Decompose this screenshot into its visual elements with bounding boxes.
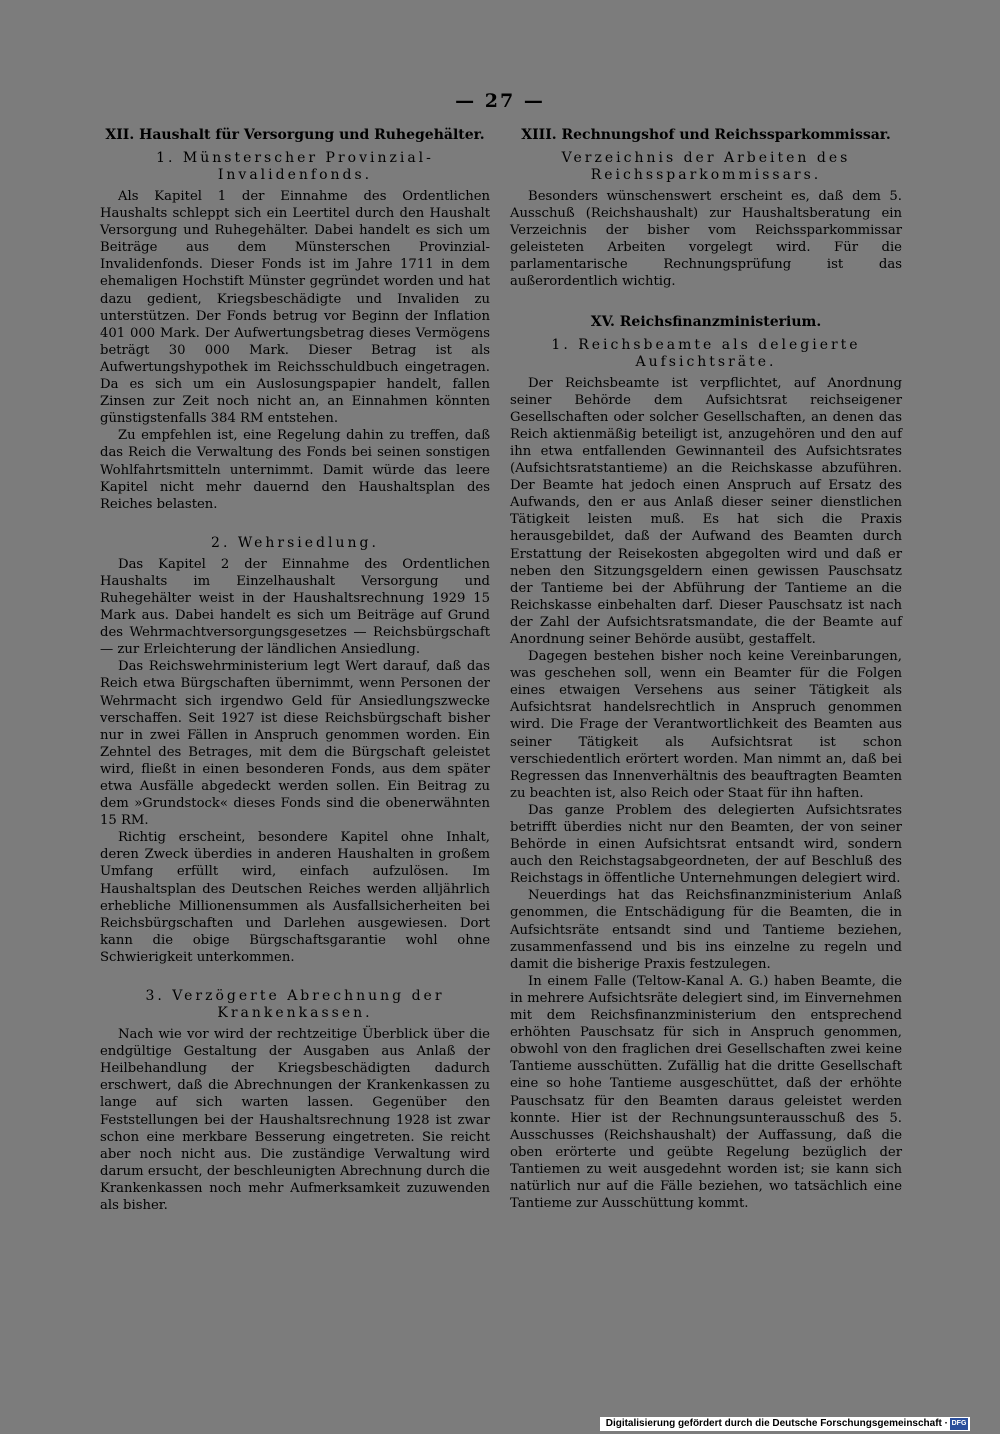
digitization-credit [600,1417,970,1431]
subsection-title-2: 2. Wehrsiedlung. [211,534,379,551]
paragraph: Dagegen bestehen bisher noch keine Vereinbarungen, was geschehen soll, wenn ein Beamter für die Folgen eines etwaigen Versehens aus seiner Tätigkeit als Aufsichtsrat handelsrechtlich in Anspruch genommen wird. Die Frage der Verantwortlichkeit des Beamten aus seiner Tätigkeit als Aufsichtsrat ist schon verschiedentlich erörtert worden. Man nimmt an, daß bei Regressen das Innenverhältnis des beauftragten Beamten zu beachten ist, also Reich oder Staat für ihn haften. [510,649,902,801]
subsection-title-verzeichnis: Verzeichnis der Arbeiten des Reichssparkommissars. [561,150,851,183]
paragraph: Zu empfehlen ist, eine Regelung dahin zu treffen, daß das Reich die Verwaltung des Fonds bei seinen sonstigen Wohlfahrtsmitteln unternimmt. Damit würde das leere Kapitel nicht mehr dauernd den Haushaltsplan des Reiches belasten. [100,428,490,512]
paragraph: Das ganze Problem des delegierten Aufsichtsrates betrifft überdies nicht nur den Beamten, der von seiner Behörde in einen Aufsichtsrat entsandt wird, sondern auch den Reichstagsabgeordneten, der auf Beschluß des Reichstags in öffentliche Unternehmungen delegiert wird. [510,802,902,887]
paragraph: Nach wie vor wird der rechtzeitige Überblick über die endgültige Gestaltung der Ausgaben aus Anlaß der Heilbehandlung der Kriegsbeschädigten dadurch erschwert, daß die Abrechnungen der Krankenkassen zu lange auf sich warten lassen. Gegenüber den Feststellungen bei der Haushaltsrechnung 1928 ist zwar schon eine merkbare Besserung eingetreten. Sie reicht aber noch nicht aus. Die zuständige Verwaltung wird darum ersucht, der beschleunigten Abrechnung durch die Krankenkassen noch mehr Aufmerksamkeit zuzuwenden als bisher. [100,1027,490,1213]
credit-text: Digitalisierung gefördert durch die Deutsche Forschungsgemeinschaft · [605,1418,948,1429]
paragraph: Als Kapitel 1 der Einnahme des Ordentlichen Haushalts schleppt sich ein Leertitel durch den Haushalt Versorgung und Ruhegehälter. Dabei handelt es sich um Beiträge aus dem Münsterschen Provinzial-Invalidenfonds. Dieser Fonds ist im Jahre 1711 in dem ehemaligen Hochstift Münster gegründet worden und hat dazu gedient, Kriegsbeschädigte und Invaliden zu unterstützen. Der Fonds betrug vor Beginn der Inflation 401 000 Mark. Der Aufwertungsbetrag dieses Vermögens beträgt 30 000 Mark. Dieser Betrag ist als Aufwertungshypothek im Reichsschuldbuch eingetragen. Da es sich um ein Auslosungspapier handelt, fallen Zinsen zur Zeit noch nicht an, an Einnahmen könnten günstigstenfalls 384 RM entstehen. [100,189,490,427]
section-title-xiii: XIII. Rechnungshof und Reichssparkommissar. [521,127,891,143]
paragraph: In einem Falle (Teltow-Kanal A. G.) haben Beamte, die in mehrere Aufsichtsräte delegiert sind, im Einvernehmen mit dem Reichsfinanzministerium den entsprechend erhöhten Pauschsatz für sich in Anspruch genommen, obwohl von den fraglichen drei Gesellschaften zwei keine Tantieme ausschütten. Zufällig hat die dritte Gesellschaft eine so hohe Tantieme ausgeschüttet, daß der erhöhte Pauschsatz für den Beamten daraus geleistet werden konnte. Hier ist der Rechnungsunterausschuß des 5. Ausschusses (Reichshaushalt) der Auffassung, daß die oben erörterte und geübte Regelung bezüglich der Tantiemen zu weit ausgedehnt worden ist; sie kann sich natürlich nur auf die Fälle beziehen, wo tatsächlich eine Tantieme zur Ausschüttung kommt. [510,973,902,1212]
paragraph: Richtig erscheint, besondere Kapitel ohne Inhalt, deren Zweck überdies in anderen Haushalten in großem Umfang erfüllt wird, einfach aufzulösen. Im Haushaltsplan des Deutschen Reiches werden alljährlich erhebliche Millionensummen als Ausfallsicherheiten bei Reichsbürgschaften und Darlehen ausgewiesen. Dort kann die obige Bürgschaftsgarantie wohl ohne Schwierigkeit unterkommen. [100,830,490,965]
paragraph: Das Reichswehrministerium legt Wert darauf, daß das Reich etwa Bürgschaften übernimmt, wenn Personen der Wehrmacht sich irgendwo Geld für Ansiedlungszwecke verschaffen. Seit 1927 ist diese Reichsbürgschaft bisher nur in zwei Fällen in Anspruch genommen worden. Ein Zehntel des Betrages, mit dem die Bürgschaft geleistet wird, fließt in einen besonderen Fonds, aus dem später etwa Ausfälle abgedeckt werden sollen. Ein Beitrag zu dem »Grundstock« dieses Fonds sind die obenerwähnten 15 RM. [100,659,490,829]
paragraph: Neuerdings hat das Reichsfinanzministerium Anlaß genommen, die Entschädigung für die Beamten, die in Aufsichtsräte entsandt sind und Tantieme beziehen, zusammenfassend und bis ins einzelne zu regeln und damit die bisherige Praxis festzulegen. [510,888,902,972]
paragraph: Der Reichsbeamte ist verpflichtet, auf Anordnung seiner Behörde dem Aufsichtsrat reichseigener Gesellschaften oder solcher Gesellschaften, an denen das Reich aktienmäßig beteiligt ist, anzugehören und den auf ihn etwa entfallenden Gewinnanteil des Aufsichtsrates (Aufsichtsratstantieme) an die Reichskasse abzuführen. Der Beamte hat jedoch einen Anspruch auf Ersatz des Aufwands, den er aus Anlaß dieser seiner dienstlichen Tätigkeit leisten muß. Es hat sich die Praxis herausgebildet, daß der Aufwand des Beamten durch Erstattung der Reisekosten abgegolten wird und daß er neben den Sitzungsgeldern einen gewissen Pauschsatz der Tantieme bei der Abführung der Tantieme an die Reichskasse einbehalten darf. Dieser Pauschsatz ist nach der Zahl der Aufsichtsratsmandate, die der Beamte auf Anordnung seiner Behörde ausübt, gestaffelt. [510,375,902,647]
left-column [100,126,490,1214]
subsection-title-reichsbeamte: 1. Reichsbeamte als delegierte Aufsichtsräte. [551,336,861,370]
subsection-title-1: 1. Münsterscher Provinzial-Invalidenfonds. [156,150,434,183]
paragraph: Das Kapitel 2 der Einnahme des Ordentlichen Haushalts im Einzelhaushalt Versorgung und Ruhegehälter weist in der Haushaltsrechnung 1929 15 Mark aus. Dabei handelt es sich um Beiträge auf Grund des Wehrmachtversorgungsgesetzes — Reichsbürgschaft — zur Erleichterung der ländlichen Ansiedlung. [100,556,490,658]
section-title-xii: XII. Haushalt für Versorgung und Ruhegehälter. [105,127,485,143]
subsection-title-3: 3. Verzögerte Abrechnung der Krankenkassen. [145,988,445,1022]
section-title-xv: XV. Reichsfinanzministerium. [590,313,822,330]
page-number: — 27 — [455,90,545,112]
paragraph: Besonders wünschenswert erscheint es, daß dem 5. Ausschuß (Reichshaushalt) zur Haushaltsberatung ein Verzeichnis der bisher vom Reichssparkommissar geleisteten Arbeiten vorgelegt wird. Für die parlamentarische Rechnungsprüfung ist das außerordentlich wichtig. [510,189,902,290]
dfg-logo: DFG [950,1418,968,1430]
right-column [510,126,902,1212]
